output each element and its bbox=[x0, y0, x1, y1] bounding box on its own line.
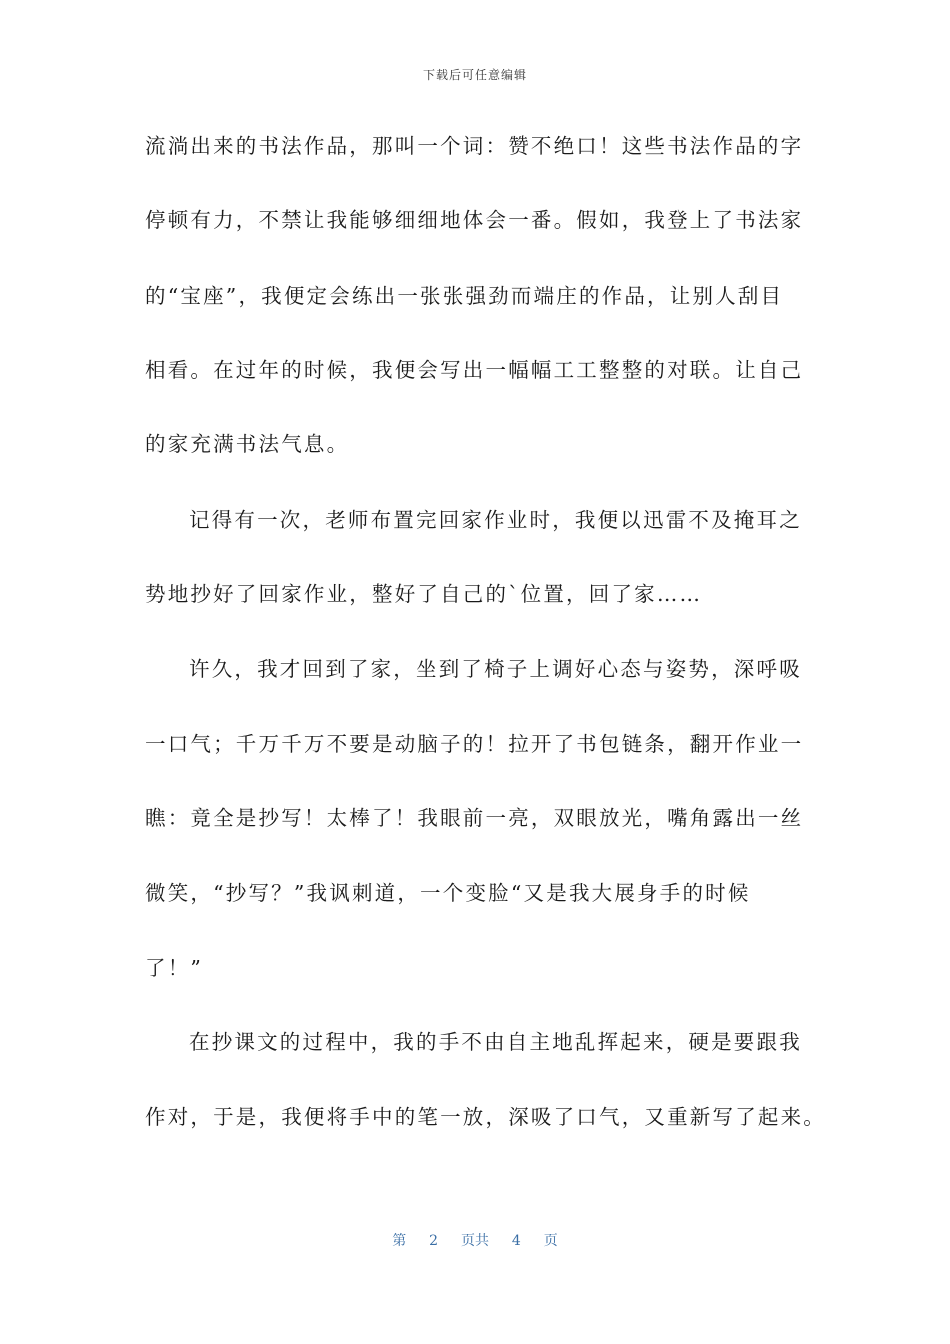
footer-prefix: 第 bbox=[392, 1233, 407, 1249]
footer-suffix: 页 bbox=[543, 1233, 558, 1249]
text-line: 了！” bbox=[145, 956, 204, 980]
total-page-count: 4 bbox=[511, 1233, 521, 1249]
text-line: 作对，于是，我便将手中的笔一放，深吸了口气，又重新写了起来。 bbox=[145, 1105, 826, 1129]
page-footer bbox=[0, 1230, 950, 1250]
text-line: 的“宝座”，我便定会练出一张张强劲而端庄的作品，让别人刮目 bbox=[145, 284, 784, 308]
text-line: 相看。在过年的时候，我便会写出一幅幅工工整整的对联。让自己 bbox=[145, 358, 804, 382]
text-line: 微笑，“抄写？”我讽刺道，一个变脸“又是我大展身手的时候 bbox=[145, 881, 751, 905]
download-note: 下载后可任意编辑 bbox=[422, 68, 527, 82]
current-page-number: 2 bbox=[429, 1233, 439, 1249]
text-line: 停顿有力，不禁让我能够细细地体会一番。假如，我登上了书法家 bbox=[145, 208, 804, 232]
paragraph-start-line: 在抄课文的过程中，我的手不由自主地乱挥起来，硬是要跟我 bbox=[189, 1030, 802, 1054]
footer-middle: 页共 bbox=[461, 1233, 489, 1249]
paragraph-start-line: 许久，我才回到了家，坐到了椅子上调好心态与姿势，深呼吸 bbox=[189, 657, 802, 681]
paragraph-start-line: 记得有一次，老师布置完回家作业时，我便以迅雷不及掩耳之 bbox=[189, 508, 802, 532]
text-line: 的家充满书法气息。 bbox=[145, 432, 350, 456]
text-line: 势地抄好了回家作业，整好了自己的`位置，回了家…… bbox=[145, 582, 703, 606]
text-line: 瞧：竟全是抄写！太棒了！我眼前一亮，双眼放光，嘴角露出一丝 bbox=[145, 806, 804, 830]
text-line: 流淌出来的书法作品，那叫一个词：赞不绝口！这些书法作品的字 bbox=[145, 134, 804, 158]
text-line: 一口气；千万千万不要是动脑子的！拉开了书包链条，翻开作业一 bbox=[145, 732, 804, 756]
